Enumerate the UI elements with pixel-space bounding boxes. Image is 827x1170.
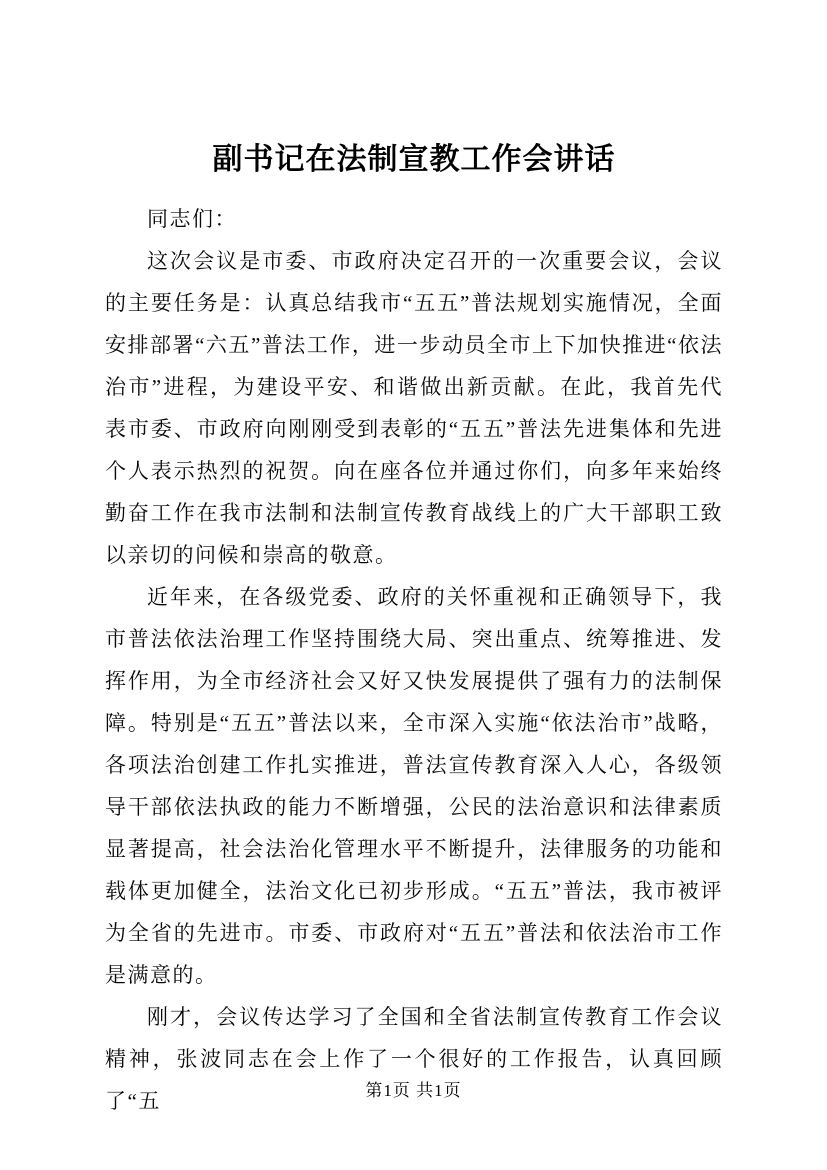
body-paragraph: 这次会议是市委、市政府决定召开的一次重要会议，会议的主要任务是：认真总结我市“五五”普法规划实施情况，全面安排部署“六五”普法工作，进一步动员全市上下加快推进“依法治市”进程，为建设平安、和谐做出新贡献。在此，我首先代表市委、市政府向刚刚受到表彰的“五五”普法先进集体和先进个人表示热烈的祝贺。向在座各位并通过你们，向多年来始终勤奋工作在我市法制和法制宣传教育战线上的广大干部职工致以亲切的问候和崇高的敬意。 — [105, 249, 723, 567]
salutation-paragraph: 同志们： — [147, 207, 237, 231]
document-body — [105, 138, 723, 1122]
body-paragraph: 近年来，在各级党委、政府的关怀重视和正确领导下，我市普法依法治理工作坚持围绕大局、突出重点、统筹推进、发挥作用，为全市经济社会又好又快发展提供了强有力的法制保障。特别是“五五”普法以来，全市深入实施“依法治市”战略，各项法治创建工作扎实推进，普法宣传教育深入人心，各级领导干部依法执政的能力不断增强，公民的法治意识和法律素质显著提高，社会法治化管理水平不断提升，法律服务的功能和载体更加健全，法治文化已初步形成。“五五”普法，我市被评为全省的先进市。市委、市政府对“五五”普法和依法治市工作是满意的。 — [105, 585, 723, 987]
page-number-footer: 第1页 共1页 — [365, 1081, 462, 1100]
body-paragraph: 刚才，会议传达学习了全国和全省法制宣传教育工作会议精神，张波同志在会上作了一个很好的工作报告，认真回顾了“五 — [105, 1005, 723, 1113]
document-title: 副书记在法制宣教工作会讲话 — [212, 143, 616, 176]
